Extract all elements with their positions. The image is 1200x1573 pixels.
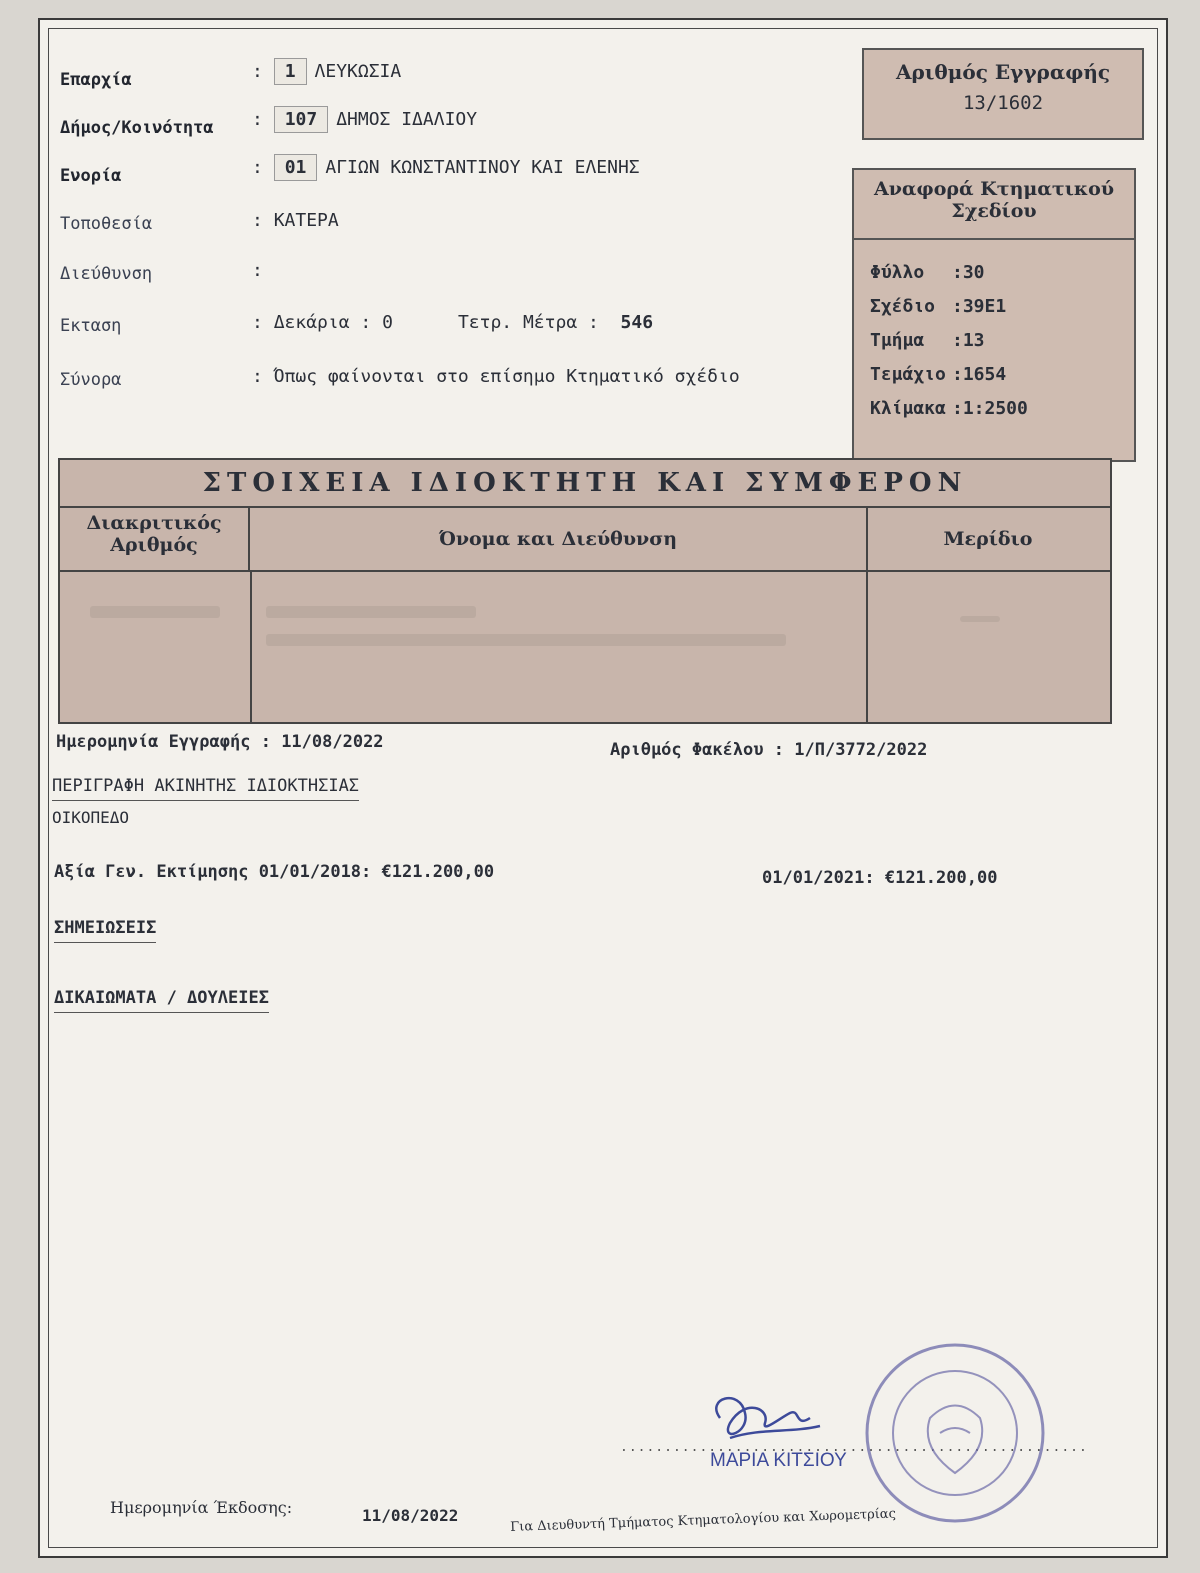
dimos-code: 107 bbox=[274, 106, 329, 133]
plan-row-temaxio bbox=[854, 358, 1134, 392]
synora-value: Όπως φαίνονται στο επίσημο Κτηματικό σχέδιο bbox=[273, 366, 740, 387]
dimos-value: ΔΗΜΟΣ ΙΔΑΛΙΟΥ bbox=[336, 109, 478, 130]
valuation-2021-row bbox=[762, 868, 997, 888]
col-name-address: Όνομα και Διεύθυνση bbox=[250, 508, 868, 570]
issue-date-label: Ημερομηνία Έκδοσης: bbox=[110, 1498, 293, 1517]
signature-line: ..................................................... bbox=[620, 1440, 1088, 1455]
notes-heading: ΣΗΜΕΙΩΣΕΙΣ bbox=[54, 918, 156, 943]
title-deed-page bbox=[38, 18, 1168, 1558]
plan-row-label: Φύλλο bbox=[870, 262, 925, 283]
signatory-title: Για Διευθυντή Τμήματος Κτηματολογίου και Χωρομετρίας bbox=[510, 1506, 897, 1535]
signature-image bbox=[700, 1388, 840, 1458]
tetr-value: 546 bbox=[620, 312, 654, 333]
dieuthynsi-label: Διεύθυνση bbox=[60, 264, 153, 284]
body-divider-2 bbox=[866, 572, 868, 722]
registration-value: 13/1602 bbox=[962, 92, 1044, 114]
eparchia-code: 1 bbox=[274, 58, 307, 85]
body-divider-1 bbox=[250, 572, 252, 722]
file-number-row bbox=[610, 740, 927, 760]
enoria-field: : 01 ΑΓΙΩΝ ΚΩΝΣΤΑΝΤΙΝΟΥ ΚΑΙ ΕΛΕΝΗΣ bbox=[252, 154, 640, 181]
owner-table bbox=[58, 458, 1112, 724]
valuation-2018-value: €121.200,00 bbox=[381, 862, 495, 882]
col1-line2: Αριθμός bbox=[110, 534, 198, 556]
file-number-label: Αριθμός Φακέλου : bbox=[610, 740, 784, 760]
signatory-name: ΜΑΡΙΑ ΚΙΤΣΙΟΥ bbox=[710, 1450, 847, 1471]
dieuthynsi-field: : bbox=[252, 260, 274, 281]
eparchia-value: ΛΕΥΚΩΣΙΑ bbox=[314, 61, 402, 82]
owner-table-header bbox=[60, 508, 1110, 572]
owner-table-title: ΣΤΟΙΧΕΙΑ ΙΔΙΟΚΤΗΤΗ ΚΑΙ ΣΥΜΦΕΡΟΝ bbox=[60, 460, 1110, 508]
registration-date-label: Ημερομηνία Εγγραφής : bbox=[56, 732, 271, 752]
eparchia-label: Επαρχία bbox=[60, 70, 132, 90]
enoria-code: 01 bbox=[274, 154, 318, 181]
plan-row-value: :1:2500 bbox=[952, 398, 1028, 419]
plan-reference-box bbox=[852, 168, 1136, 462]
owner-table-body bbox=[60, 572, 1110, 722]
plan-reference-title-line2: Σχεδίου bbox=[951, 200, 1037, 222]
redacted-address bbox=[266, 634, 786, 646]
plan-row-fyllo bbox=[854, 256, 1134, 290]
dimos-label: Δήμος/Κοινότητα bbox=[60, 118, 214, 138]
registration-date-value: 11/08/2022 bbox=[281, 732, 384, 752]
issue-date-value: 11/08/2022 bbox=[362, 1506, 459, 1525]
valuation-row bbox=[54, 862, 494, 882]
valuation-2021-value: €121.200,00 bbox=[884, 868, 998, 888]
synora-field: : Όπως φαίνονται στο επίσημο Κτηματικό σχέδιο bbox=[252, 366, 740, 387]
plan-row-value: :30 bbox=[952, 262, 985, 283]
redacted-name bbox=[266, 606, 476, 618]
property-description-value: ΟΙΚΟΠΕΔΟ bbox=[52, 808, 130, 827]
plan-row-label: Σχέδιο bbox=[870, 296, 936, 317]
col1-line1: Διακριτικός bbox=[86, 512, 222, 534]
plan-row-tmima bbox=[854, 324, 1134, 358]
registration-date-row bbox=[56, 732, 384, 752]
plan-reference-rows bbox=[854, 240, 1134, 426]
plan-reference-header bbox=[854, 170, 1134, 240]
property-description-heading: ΠΕΡΙΓΡΑΦΗ ΑΚΙΝΗΤΗΣ ΙΔΙΟΚΤΗΣΙΑΣ bbox=[52, 776, 359, 801]
plan-row-value: :39E1 bbox=[952, 296, 1007, 317]
file-number-value: 1/Π/3772/2022 bbox=[794, 740, 928, 760]
col-share: Μερίδιο bbox=[943, 528, 1033, 550]
synora-label: Σύνορα bbox=[60, 370, 122, 390]
enoria-value: ΑΓΙΩΝ ΚΩΝΣΤΑΝΤΙΝΟΥ ΚΑΙ ΕΛΕΝΗΣ bbox=[325, 157, 640, 178]
tetr-label: Τετρ. Μέτρα : bbox=[457, 312, 599, 333]
eparchia-field: : 1 ΛΕΥΚΩΣΙΑ bbox=[252, 58, 401, 85]
plan-row-label: Κλίμακα bbox=[870, 398, 946, 419]
dimos-field: : 107 ΔΗΜΟΣ ΙΔΑΛΙΟΥ bbox=[252, 106, 477, 133]
plan-row-klimaka bbox=[854, 392, 1134, 426]
ektasi-field: : Δεκάρια : 0 Τετρ. Μέτρα : 546 bbox=[252, 312, 654, 333]
plan-row-schedio bbox=[854, 290, 1134, 324]
topothesia-value: ΚΑΤΕΡΑ bbox=[273, 210, 339, 231]
ektasi-label: Εκταση bbox=[60, 316, 122, 336]
topothesia-label: Τοποθεσία bbox=[60, 214, 153, 234]
plan-row-label: Τμήμα bbox=[870, 330, 925, 351]
plan-row-label: Τεμάχιο bbox=[870, 364, 946, 385]
dekaria-value: 0 bbox=[382, 312, 393, 333]
official-stamp-icon bbox=[860, 1338, 1050, 1528]
valuation-label: Αξία Γεν. Εκτίμησης 01/01/2018: bbox=[54, 862, 372, 882]
registration-number-box bbox=[862, 48, 1144, 140]
redacted-share bbox=[960, 616, 1000, 622]
rights-heading: ΔΙΚΑΙΩΜΑΤΑ / ΔΟΥΛΕΙΕΣ bbox=[54, 988, 269, 1013]
topothesia-field: : ΚΑΤΕΡΑ bbox=[252, 210, 339, 231]
plan-row-value: :1654 bbox=[952, 364, 1007, 385]
plan-reference-title-line1: Αναφορά Κτηματικού bbox=[874, 178, 1114, 200]
dekaria-label: Δεκάρια : bbox=[273, 312, 372, 333]
redacted-id bbox=[90, 606, 220, 618]
col-distinctive-number bbox=[60, 508, 250, 570]
plan-row-value: :13 bbox=[952, 330, 985, 351]
valuation-2021-label: 01/01/2021: bbox=[762, 868, 875, 888]
enoria-label: Ενορία bbox=[60, 166, 122, 186]
registration-title: Αριθμός Εγγραφής bbox=[895, 60, 1111, 84]
